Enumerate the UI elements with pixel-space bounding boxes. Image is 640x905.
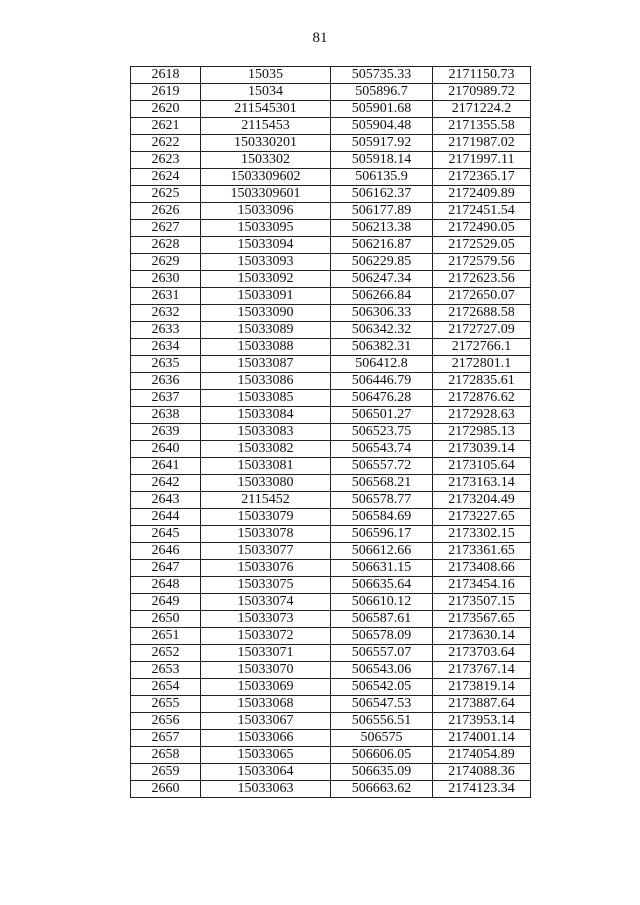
row-index-cell: 2624 bbox=[131, 169, 201, 186]
x-coordinate-cell: 506663.62 bbox=[331, 781, 433, 798]
y-coordinate-cell: 2173227.65 bbox=[433, 509, 531, 526]
y-coordinate-cell: 2172766.1 bbox=[433, 339, 531, 356]
point-id-cell: 15033063 bbox=[201, 781, 331, 798]
table-row bbox=[131, 594, 531, 611]
point-id-cell: 15033086 bbox=[201, 373, 331, 390]
x-coordinate-cell: 505918.14 bbox=[331, 152, 433, 169]
y-coordinate-cell: 2172490.05 bbox=[433, 220, 531, 237]
x-coordinate-cell: 505904.48 bbox=[331, 118, 433, 135]
x-coordinate-cell: 505735.33 bbox=[331, 67, 433, 84]
x-coordinate-cell: 506610.12 bbox=[331, 594, 433, 611]
point-id-cell: 15033068 bbox=[201, 696, 331, 713]
point-id-cell: 15033088 bbox=[201, 339, 331, 356]
point-id-cell: 2115452 bbox=[201, 492, 331, 509]
x-coordinate-cell: 506162.37 bbox=[331, 186, 433, 203]
x-coordinate-cell: 506135.9 bbox=[331, 169, 433, 186]
x-coordinate-cell: 506557.07 bbox=[331, 645, 433, 662]
x-coordinate-cell: 506587.61 bbox=[331, 611, 433, 628]
y-coordinate-cell: 2173953.14 bbox=[433, 713, 531, 730]
y-coordinate-cell: 2172529.05 bbox=[433, 237, 531, 254]
coordinates-table bbox=[130, 66, 531, 798]
point-id-cell: 15033065 bbox=[201, 747, 331, 764]
point-id-cell: 1503302 bbox=[201, 152, 331, 169]
x-coordinate-cell: 506247.34 bbox=[331, 271, 433, 288]
table-row bbox=[131, 458, 531, 475]
row-index-cell: 2660 bbox=[131, 781, 201, 798]
row-index-cell: 2652 bbox=[131, 645, 201, 662]
x-coordinate-cell: 506306.33 bbox=[331, 305, 433, 322]
point-id-cell: 15033071 bbox=[201, 645, 331, 662]
point-id-cell: 150330201 bbox=[201, 135, 331, 152]
x-coordinate-cell: 506556.51 bbox=[331, 713, 433, 730]
y-coordinate-cell: 2172985.13 bbox=[433, 424, 531, 441]
x-coordinate-cell: 506557.72 bbox=[331, 458, 433, 475]
y-coordinate-cell: 2173361.65 bbox=[433, 543, 531, 560]
table-row bbox=[131, 441, 531, 458]
table-row bbox=[131, 84, 531, 101]
point-id-cell: 15033081 bbox=[201, 458, 331, 475]
point-id-cell: 15033070 bbox=[201, 662, 331, 679]
y-coordinate-cell: 2172365.17 bbox=[433, 169, 531, 186]
point-id-cell: 15033075 bbox=[201, 577, 331, 594]
row-index-cell: 2641 bbox=[131, 458, 201, 475]
point-id-cell: 15033067 bbox=[201, 713, 331, 730]
y-coordinate-cell: 2172835.61 bbox=[433, 373, 531, 390]
row-index-cell: 2639 bbox=[131, 424, 201, 441]
y-coordinate-cell: 2172876.62 bbox=[433, 390, 531, 407]
row-index-cell: 2653 bbox=[131, 662, 201, 679]
x-coordinate-cell: 506412.8 bbox=[331, 356, 433, 373]
x-coordinate-cell: 506382.31 bbox=[331, 339, 433, 356]
row-index-cell: 2654 bbox=[131, 679, 201, 696]
table-row bbox=[131, 747, 531, 764]
row-index-cell: 2640 bbox=[131, 441, 201, 458]
row-index-cell: 2629 bbox=[131, 254, 201, 271]
row-index-cell: 2646 bbox=[131, 543, 201, 560]
row-index-cell: 2637 bbox=[131, 390, 201, 407]
row-index-cell: 2638 bbox=[131, 407, 201, 424]
row-index-cell: 2647 bbox=[131, 560, 201, 577]
row-index-cell: 2627 bbox=[131, 220, 201, 237]
table-row bbox=[131, 356, 531, 373]
y-coordinate-cell: 2172579.56 bbox=[433, 254, 531, 271]
table-row bbox=[131, 152, 531, 169]
y-coordinate-cell: 2174123.34 bbox=[433, 781, 531, 798]
row-index-cell: 2621 bbox=[131, 118, 201, 135]
table-row bbox=[131, 288, 531, 305]
x-coordinate-cell: 506575 bbox=[331, 730, 433, 747]
table-row bbox=[131, 645, 531, 662]
y-coordinate-cell: 2172623.56 bbox=[433, 271, 531, 288]
point-id-cell: 15033092 bbox=[201, 271, 331, 288]
table-row bbox=[131, 492, 531, 509]
y-coordinate-cell: 2173408.66 bbox=[433, 560, 531, 577]
y-coordinate-cell: 2172409.89 bbox=[433, 186, 531, 203]
row-index-cell: 2636 bbox=[131, 373, 201, 390]
x-coordinate-cell: 506631.15 bbox=[331, 560, 433, 577]
table-row bbox=[131, 373, 531, 390]
point-id-cell: 15033089 bbox=[201, 322, 331, 339]
table-row bbox=[131, 679, 531, 696]
x-coordinate-cell: 506635.09 bbox=[331, 764, 433, 781]
point-id-cell: 15033095 bbox=[201, 220, 331, 237]
table-row bbox=[131, 407, 531, 424]
point-id-cell: 15033085 bbox=[201, 390, 331, 407]
point-id-cell: 15033096 bbox=[201, 203, 331, 220]
point-id-cell: 1503309601 bbox=[201, 186, 331, 203]
y-coordinate-cell: 2172650.07 bbox=[433, 288, 531, 305]
row-index-cell: 2656 bbox=[131, 713, 201, 730]
point-id-cell: 15033094 bbox=[201, 237, 331, 254]
row-index-cell: 2628 bbox=[131, 237, 201, 254]
table-row bbox=[131, 67, 531, 84]
table-row bbox=[131, 713, 531, 730]
x-coordinate-cell: 506578.77 bbox=[331, 492, 433, 509]
y-coordinate-cell: 2172928.63 bbox=[433, 407, 531, 424]
row-index-cell: 2657 bbox=[131, 730, 201, 747]
x-coordinate-cell: 506446.79 bbox=[331, 373, 433, 390]
y-coordinate-cell: 2171987.02 bbox=[433, 135, 531, 152]
point-id-cell: 15033083 bbox=[201, 424, 331, 441]
y-coordinate-cell: 2172688.58 bbox=[433, 305, 531, 322]
row-index-cell: 2650 bbox=[131, 611, 201, 628]
table-row bbox=[131, 237, 531, 254]
point-id-cell: 15033076 bbox=[201, 560, 331, 577]
y-coordinate-cell: 2173567.65 bbox=[433, 611, 531, 628]
x-coordinate-cell: 506543.06 bbox=[331, 662, 433, 679]
point-id-cell: 15033080 bbox=[201, 475, 331, 492]
y-coordinate-cell: 2173454.16 bbox=[433, 577, 531, 594]
point-id-cell: 15033087 bbox=[201, 356, 331, 373]
point-id-cell: 1503309602 bbox=[201, 169, 331, 186]
x-coordinate-cell: 506612.66 bbox=[331, 543, 433, 560]
point-id-cell: 15033066 bbox=[201, 730, 331, 747]
table-row bbox=[131, 526, 531, 543]
point-id-cell: 15033064 bbox=[201, 764, 331, 781]
x-coordinate-cell: 506542.05 bbox=[331, 679, 433, 696]
row-index-cell: 2622 bbox=[131, 135, 201, 152]
table-row bbox=[131, 186, 531, 203]
point-id-cell: 15033078 bbox=[201, 526, 331, 543]
point-id-cell: 211545301 bbox=[201, 101, 331, 118]
point-id-cell: 15033074 bbox=[201, 594, 331, 611]
row-index-cell: 2625 bbox=[131, 186, 201, 203]
y-coordinate-cell: 2171355.58 bbox=[433, 118, 531, 135]
row-index-cell: 2631 bbox=[131, 288, 201, 305]
table-row bbox=[131, 390, 531, 407]
point-id-cell: 15033091 bbox=[201, 288, 331, 305]
table-row bbox=[131, 628, 531, 645]
y-coordinate-cell: 2170989.72 bbox=[433, 84, 531, 101]
table-row bbox=[131, 577, 531, 594]
y-coordinate-cell: 2173302.15 bbox=[433, 526, 531, 543]
point-id-cell: 15035 bbox=[201, 67, 331, 84]
table-row bbox=[131, 322, 531, 339]
y-coordinate-cell: 2173163.14 bbox=[433, 475, 531, 492]
row-index-cell: 2619 bbox=[131, 84, 201, 101]
row-index-cell: 2620 bbox=[131, 101, 201, 118]
x-coordinate-cell: 506523.75 bbox=[331, 424, 433, 441]
table-row bbox=[131, 543, 531, 560]
x-coordinate-cell: 506177.89 bbox=[331, 203, 433, 220]
point-id-cell: 15033077 bbox=[201, 543, 331, 560]
table-row bbox=[131, 135, 531, 152]
point-id-cell: 15034 bbox=[201, 84, 331, 101]
row-index-cell: 2618 bbox=[131, 67, 201, 84]
x-coordinate-cell: 506547.53 bbox=[331, 696, 433, 713]
x-coordinate-cell: 506596.17 bbox=[331, 526, 433, 543]
row-index-cell: 2648 bbox=[131, 577, 201, 594]
y-coordinate-cell: 2172451.54 bbox=[433, 203, 531, 220]
row-index-cell: 2659 bbox=[131, 764, 201, 781]
row-index-cell: 2642 bbox=[131, 475, 201, 492]
x-coordinate-cell: 506342.32 bbox=[331, 322, 433, 339]
x-coordinate-cell: 506635.64 bbox=[331, 577, 433, 594]
point-id-cell: 2115453 bbox=[201, 118, 331, 135]
table-row bbox=[131, 271, 531, 288]
y-coordinate-cell: 2173039.14 bbox=[433, 441, 531, 458]
table-row bbox=[131, 220, 531, 237]
x-coordinate-cell: 506606.05 bbox=[331, 747, 433, 764]
table-row bbox=[131, 611, 531, 628]
table-row bbox=[131, 169, 531, 186]
point-id-cell: 15033072 bbox=[201, 628, 331, 645]
row-index-cell: 2632 bbox=[131, 305, 201, 322]
table-row bbox=[131, 696, 531, 713]
row-index-cell: 2630 bbox=[131, 271, 201, 288]
y-coordinate-cell: 2171150.73 bbox=[433, 67, 531, 84]
y-coordinate-cell: 2173887.64 bbox=[433, 696, 531, 713]
table-row bbox=[131, 764, 531, 781]
table-row bbox=[131, 203, 531, 220]
x-coordinate-cell: 506501.27 bbox=[331, 407, 433, 424]
table-row bbox=[131, 118, 531, 135]
y-coordinate-cell: 2173630.14 bbox=[433, 628, 531, 645]
table-row bbox=[131, 254, 531, 271]
point-id-cell: 15033082 bbox=[201, 441, 331, 458]
point-id-cell: 15033069 bbox=[201, 679, 331, 696]
x-coordinate-cell: 505896.7 bbox=[331, 84, 433, 101]
y-coordinate-cell: 2173767.14 bbox=[433, 662, 531, 679]
x-coordinate-cell: 506584.69 bbox=[331, 509, 433, 526]
y-coordinate-cell: 2174001.14 bbox=[433, 730, 531, 747]
row-index-cell: 2634 bbox=[131, 339, 201, 356]
point-id-cell: 15033079 bbox=[201, 509, 331, 526]
y-coordinate-cell: 2172801.1 bbox=[433, 356, 531, 373]
x-coordinate-cell: 506578.09 bbox=[331, 628, 433, 645]
row-index-cell: 2626 bbox=[131, 203, 201, 220]
x-coordinate-cell: 506229.85 bbox=[331, 254, 433, 271]
table-row bbox=[131, 475, 531, 492]
table-row bbox=[131, 781, 531, 798]
row-index-cell: 2658 bbox=[131, 747, 201, 764]
table-row bbox=[131, 305, 531, 322]
y-coordinate-cell: 2172727.09 bbox=[433, 322, 531, 339]
row-index-cell: 2623 bbox=[131, 152, 201, 169]
x-coordinate-cell: 506568.21 bbox=[331, 475, 433, 492]
x-coordinate-cell: 505917.92 bbox=[331, 135, 433, 152]
table-row bbox=[131, 424, 531, 441]
x-coordinate-cell: 506543.74 bbox=[331, 441, 433, 458]
row-index-cell: 2655 bbox=[131, 696, 201, 713]
y-coordinate-cell: 2173105.64 bbox=[433, 458, 531, 475]
x-coordinate-cell: 505901.68 bbox=[331, 101, 433, 118]
point-id-cell: 15033093 bbox=[201, 254, 331, 271]
row-index-cell: 2633 bbox=[131, 322, 201, 339]
y-coordinate-cell: 2173204.49 bbox=[433, 492, 531, 509]
y-coordinate-cell: 2173819.14 bbox=[433, 679, 531, 696]
table-row bbox=[131, 509, 531, 526]
row-index-cell: 2649 bbox=[131, 594, 201, 611]
point-id-cell: 15033084 bbox=[201, 407, 331, 424]
table-row bbox=[131, 662, 531, 679]
page-number: 81 bbox=[312, 30, 328, 46]
row-index-cell: 2644 bbox=[131, 509, 201, 526]
table-row bbox=[131, 101, 531, 118]
row-index-cell: 2651 bbox=[131, 628, 201, 645]
coordinates-table-body bbox=[131, 67, 531, 798]
y-coordinate-cell: 2173507.15 bbox=[433, 594, 531, 611]
point-id-cell: 15033073 bbox=[201, 611, 331, 628]
table-row bbox=[131, 339, 531, 356]
x-coordinate-cell: 506213.38 bbox=[331, 220, 433, 237]
row-index-cell: 2635 bbox=[131, 356, 201, 373]
point-id-cell: 15033090 bbox=[201, 305, 331, 322]
table-row bbox=[131, 730, 531, 747]
x-coordinate-cell: 506216.87 bbox=[331, 237, 433, 254]
y-coordinate-cell: 2171224.2 bbox=[433, 101, 531, 118]
x-coordinate-cell: 506266.84 bbox=[331, 288, 433, 305]
x-coordinate-cell: 506476.28 bbox=[331, 390, 433, 407]
row-index-cell: 2645 bbox=[131, 526, 201, 543]
table-row bbox=[131, 560, 531, 577]
row-index-cell: 2643 bbox=[131, 492, 201, 509]
y-coordinate-cell: 2174088.36 bbox=[433, 764, 531, 781]
y-coordinate-cell: 2174054.89 bbox=[433, 747, 531, 764]
y-coordinate-cell: 2173703.64 bbox=[433, 645, 531, 662]
y-coordinate-cell: 2171997.11 bbox=[433, 152, 531, 169]
